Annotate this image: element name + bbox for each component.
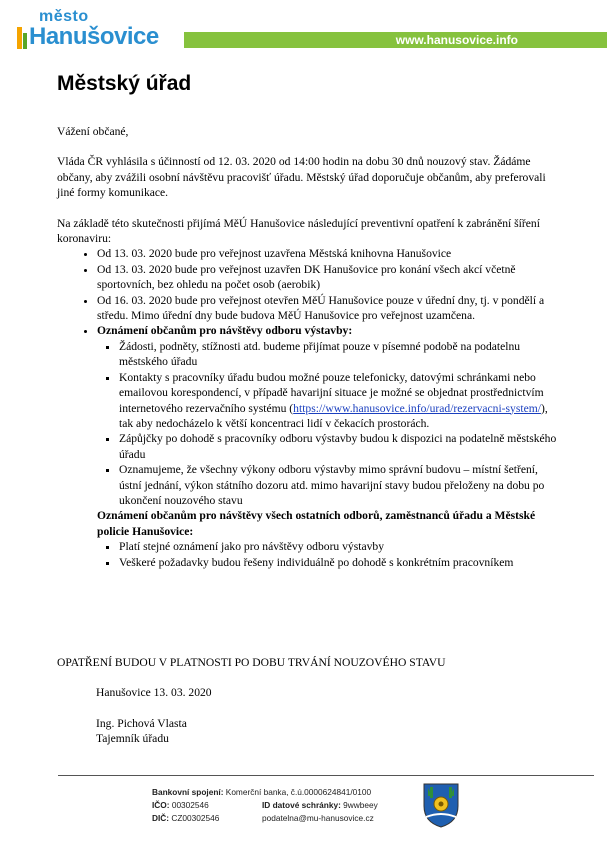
construction-item: ▪ Oznamujeme, že všechny výkony odboru výstavby mimo správní budovu – místní šetření, ústní jednání, výkon státního dozoru atd. mimo havarijní stavy budou přeloženy na dobu po ukončení nouzového stavu [119,462,557,508]
measure-item: • Od 16. 03. 2020 bude pro veřejnost otevřen MěÚ Hanušovice pouze v úřední dny, tj. v pondělí a středu. Mimo úřední dny bude budova MěÚ Hanušovice pro veřejnost uzamčena. [97,293,557,324]
letter-body [57,124,557,570]
construction-heading: Oznámení občanům pro návštěvy odboru výstavby: [97,324,353,338]
footer-ico: IČO: 00302546 [152,800,209,810]
signature-name: Ing. Pichová Vlasta [96,717,187,730]
page-title: Městský úřad [57,72,192,95]
measure-item: • Od 13. 03. 2020 bude pro veřejnost uzavřena Městská knihovna Hanušovice [97,246,557,261]
construction-list [97,339,557,508]
logo-top-text: město [39,8,89,25]
footer-bank: Bankovní spojení: Komerční banka, č.ú.0000624841/0100 [152,787,372,797]
others-heading: Oznámení občanům pro návštěvy všech ostatních odborů, zaměstnanců úřadu a Městské policie Hanušovice: [97,509,536,538]
reservation-link[interactable]: https://www.hanusovice.info/urad/rezervacni-system/ [293,401,541,415]
intro-paragraph: Vláda ČR vyhlásila s účinností od 12. 03. 2020 od 14:00 hodin na dobu 30 dnů nouzový stav. Žádáme občany, aby zvážili osobní návštěvu pracovišť úřadu. Městský úřad doporučuje občanům, aby preferovali jiné formy komunikace. [57,155,546,200]
construction-item: ▪ Kontakty s pracovníky úřadu budou možné pouze telefonicky, datovými schránkami nebo emailovou korespondencí, v případě havarijní situace je možné se objednat prostřednictvím internetového rezervačního systému (https://www.hanusovice.info/urad/rezervacni-system/), tak aby nedocházelo k větší koncentraci lidí v čekacích prostorách. [119,370,557,432]
construction-item: ▪ Žádosti, podněty, stížnosti atd. budeme přijímat pouze v písemné podobě na podatelnu městského úřadu [119,339,557,370]
logo-bottom-text: Hanušovice [29,23,159,50]
others-item: ▪ Veškeré požadavky budou řešeny individuálně po dohodě s konkrétním pracovníkem [119,555,557,570]
measures-intro: Na základě této skutečnosti přijímá MěÚ Hanušovice následující preventivní opatření k zabránění šíření koronaviru: [57,216,540,246]
footer-dic: DIČ: CZ00302546 [152,813,220,823]
measure-item: • Od 13. 03. 2020 bude pro veřejnost uzavřen DK Hanušovice pro konání všech akcí včetně sportovních, bez ohledu na počet osob (aerobik) [97,262,557,293]
footer-databox: ID datové schránky: 9wwbeey [262,800,378,810]
place-date: Hanušovice 13. 03. 2020 [96,686,212,699]
website-link[interactable]: www.hanusovice.info [395,33,518,47]
construction-notice [97,323,557,508]
others-item: ▪ Platí stejné oznámení jako pro návštěvy odboru výstavby [119,539,557,554]
construction-item: ▪ Zápůjčky po dohodě s pracovníky odboru výstavby budou k dispozici na podatelně městského úřadu [119,431,557,462]
coat-of-arms-icon [422,782,460,828]
salutation: Vážení občané, [57,125,129,138]
city-logo [17,9,177,53]
footer-email[interactable]: podatelna@mu-hanusovice.cz [262,813,374,823]
others-list [97,539,557,570]
footer-divider [58,775,594,776]
validity-statement: OPATŘENÍ BUDOU V PLATNOSTI PO DOBU TRVÁNÍ NOUZOVÉHO STAVU [57,656,446,669]
measures-list [57,246,557,508]
signature-role: Tajemník úřadu [96,732,169,745]
